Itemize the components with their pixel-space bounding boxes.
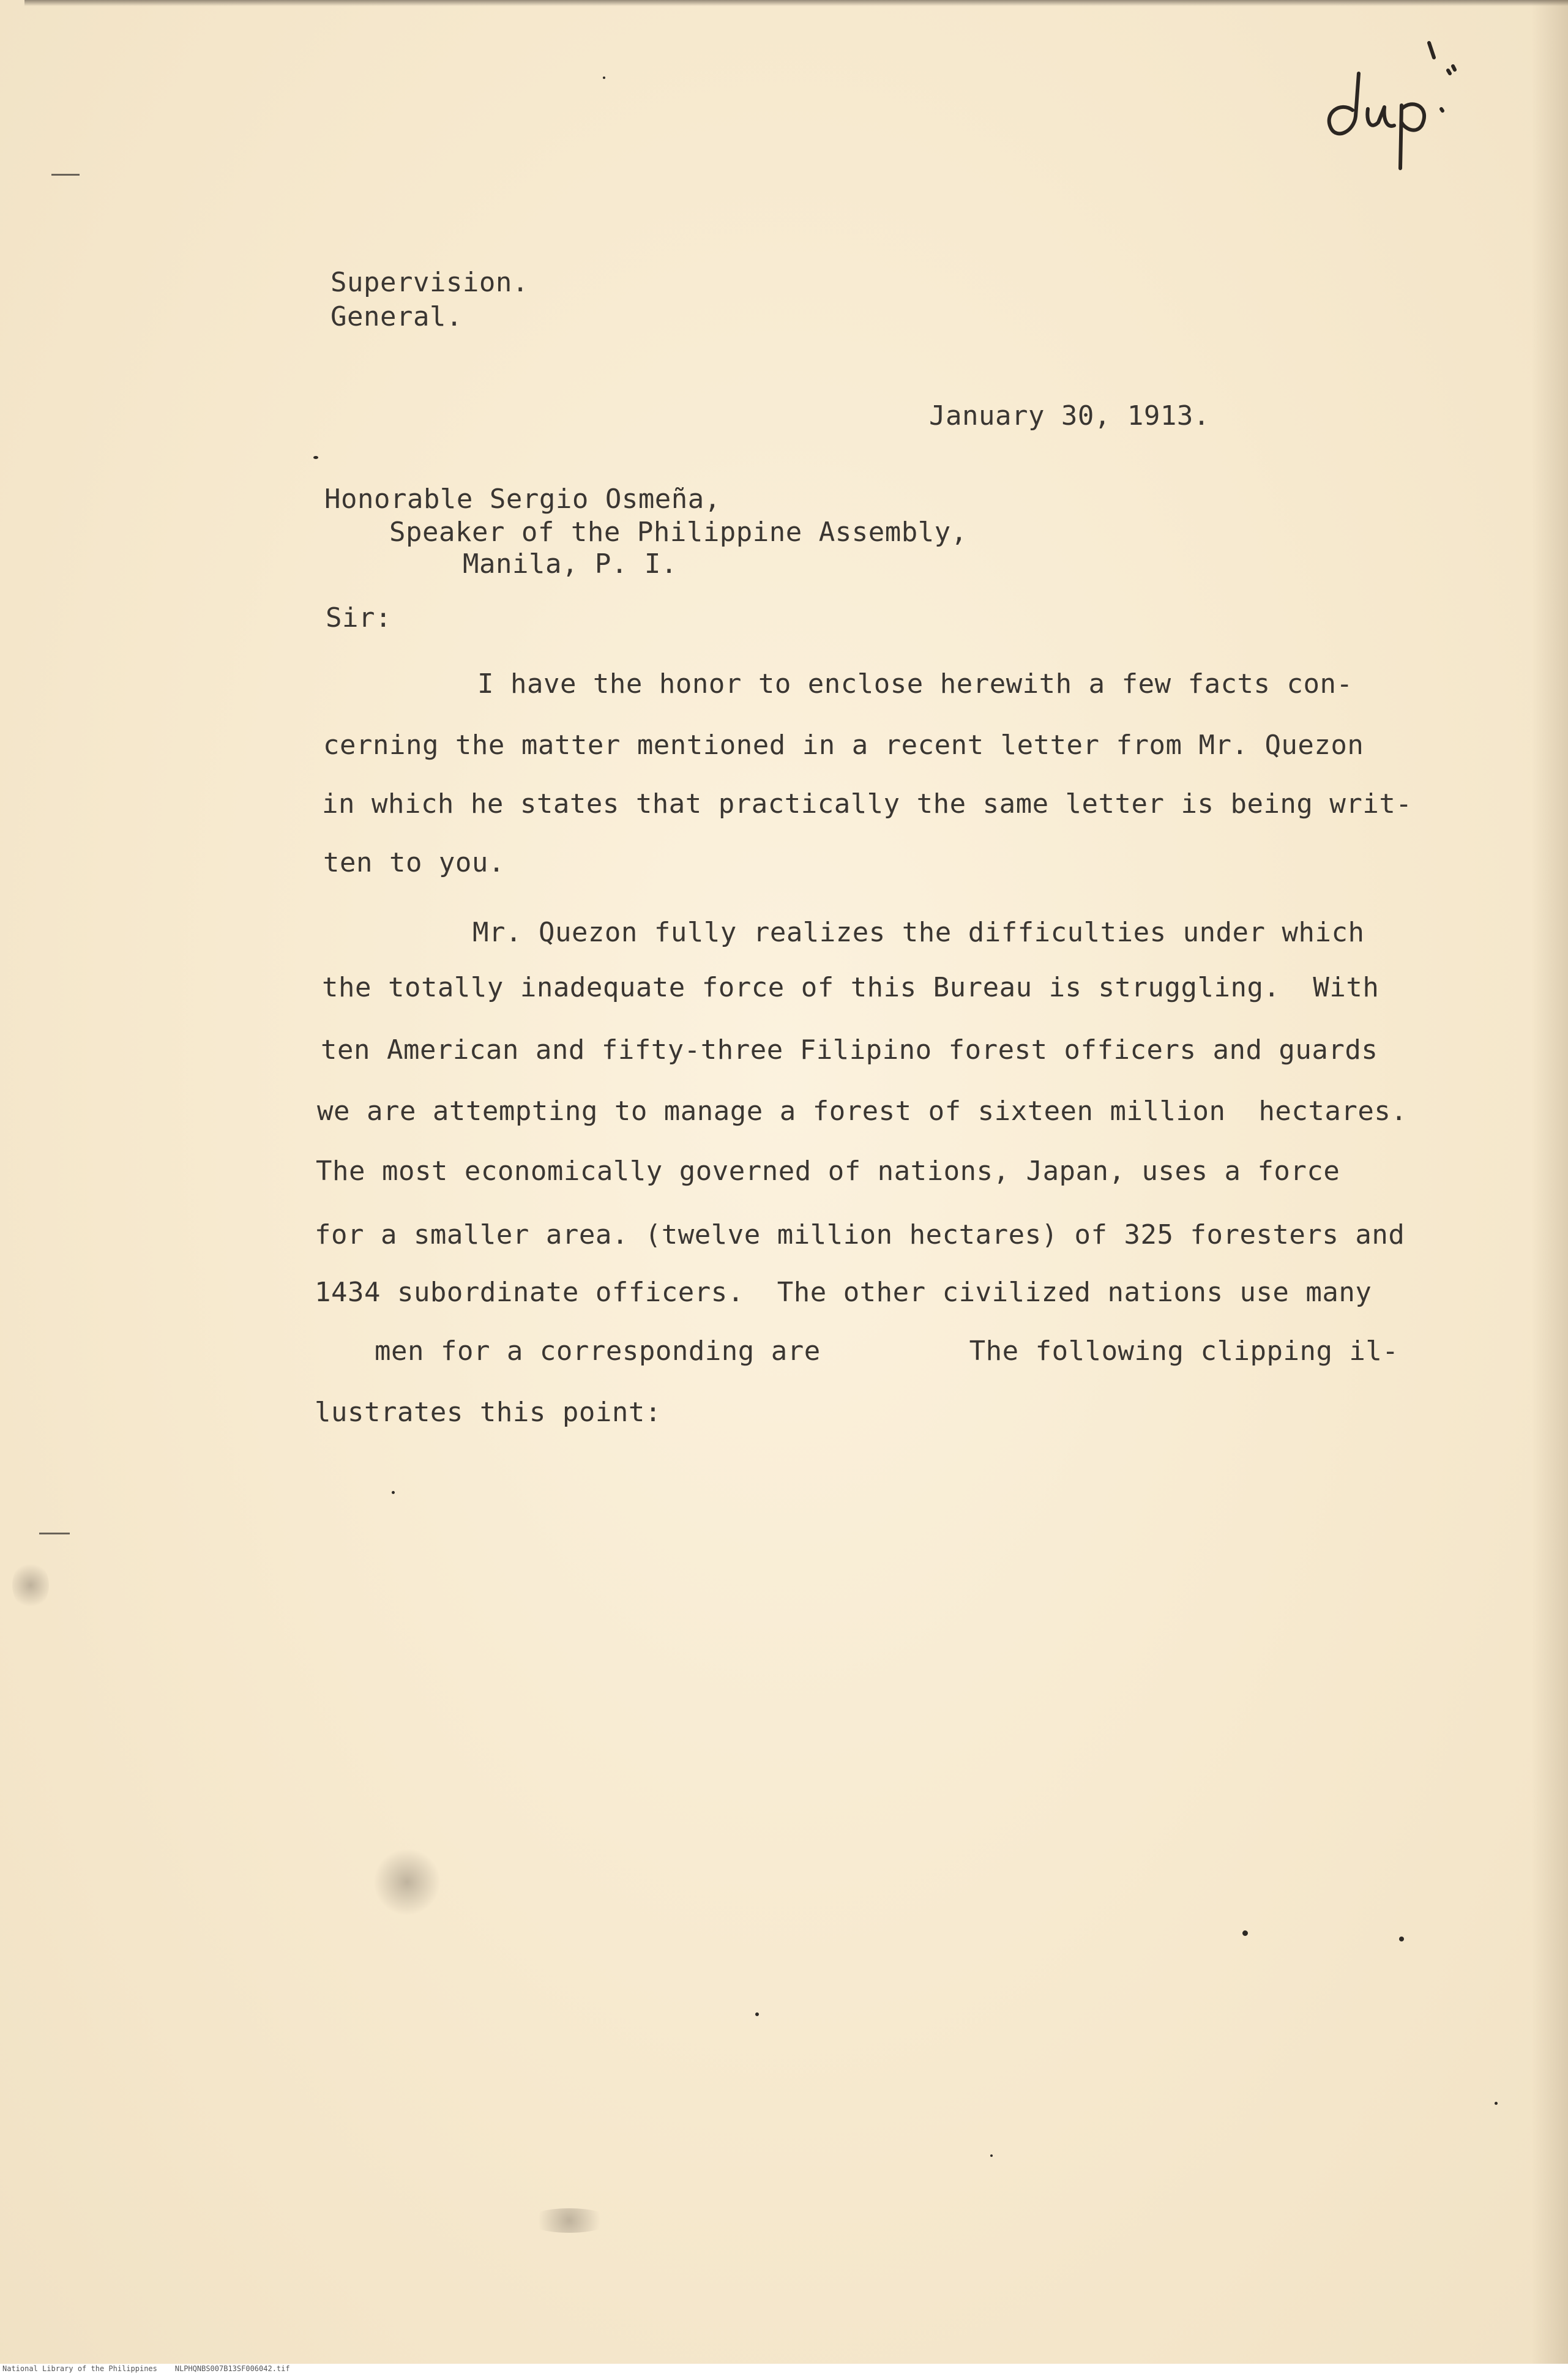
ink-speck (1399, 1937, 1404, 1941)
letter-date: January 30, 1913. (929, 400, 1210, 431)
header-line-general: General. (330, 301, 463, 332)
margin-tick-lower (39, 1533, 70, 1534)
body-line: ten American and fifty-three Filipino forest officers and guards (321, 1034, 1378, 1066)
body-line: The most economically governed of nations, Japan, uses a force (316, 1156, 1340, 1187)
ink-speck (392, 1491, 395, 1494)
ink-speck (755, 2012, 759, 2016)
ink-speck (990, 2154, 993, 2157)
recipient-title: Speaker of the Philippine Assembly, (389, 517, 968, 548)
page-right-shadow (1531, 0, 1568, 2376)
body-line: in which he states that practically the same letter is being writ- (322, 788, 1413, 820)
body-line: cerning the matter mentioned in a recent letter from Mr. Quezon (323, 730, 1364, 761)
body-line: for a smaller area. (twelve million hectares) of 325 foresters and (315, 1219, 1405, 1250)
body-line: 1434 subordinate officers. The other civilized nations use many (315, 1277, 1372, 1308)
body-line: men for a corresponding are The following clipping il- (375, 1336, 1399, 1367)
handwritten-annotation (1310, 37, 1457, 184)
body-line: the totally inadequate force of this Bureau is struggling. With (322, 972, 1379, 1003)
body-line: Mr. Quezon fully realizes the difficulties under which (472, 917, 1365, 948)
page-top-edge (24, 0, 1568, 6)
header-line-supervision: Supervision. (330, 267, 529, 298)
body-line: lustrates this point: (315, 1397, 662, 1428)
body-line: we are attempting to manage a forest of sixteen million hectares. (317, 1096, 1408, 1127)
ink-speck (1242, 1930, 1248, 1936)
margin-tick-upper (51, 174, 80, 176)
ink-speck (1495, 2102, 1498, 2105)
ink-smudge (373, 1848, 441, 1916)
ink-smudge (526, 2208, 612, 2233)
recipient-location: Manila, P. I. (463, 548, 678, 580)
ink-speck (313, 456, 318, 459)
recipient-name: Honorable Sergio Osmeña, (324, 484, 721, 515)
body-line: I have the honor to enclose herewith a few facts con- (477, 668, 1353, 700)
archive-footer-text: National Library of the Philippines NLPHQNBS007B13SF006042.tif (2, 2364, 290, 2373)
ink-smudge (12, 1561, 49, 1610)
body-line: ten to you. (323, 847, 505, 878)
salutation: Sir: (326, 602, 392, 633)
ink-speck (603, 77, 605, 79)
